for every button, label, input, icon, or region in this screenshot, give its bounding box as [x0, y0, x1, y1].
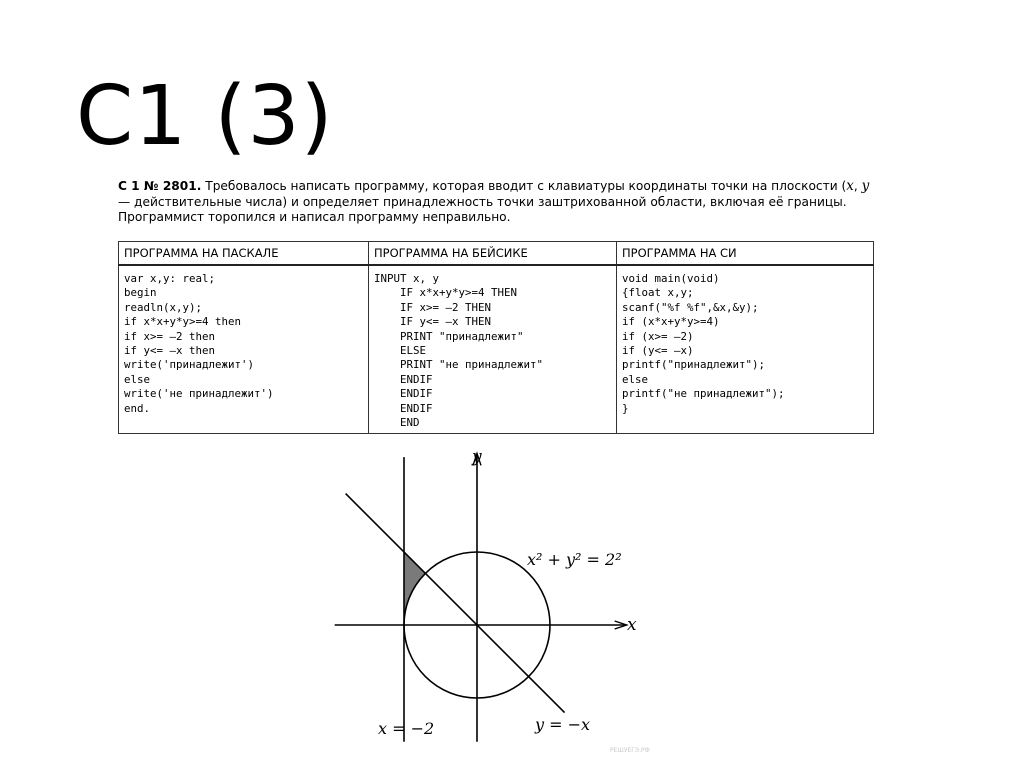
code-line: if x*x+y*y>=4 then [124, 315, 242, 329]
code-line: if y<= –x then [124, 343, 216, 357]
code-line: {float x,y; [622, 286, 694, 300]
code-line: } [622, 401, 629, 415]
code-line: readln(x,y); [124, 300, 203, 314]
code-line: var x,y: real; [124, 272, 216, 285]
code-line: PRINT "не принадлежит" [374, 358, 544, 372]
diagonal-line [346, 494, 565, 713]
vertical-line-label: x = −2 [378, 719, 435, 738]
graph-figure [320, 442, 650, 752]
code-line: ENDIF [374, 401, 433, 415]
code-line: IF x>= –2 THEN [374, 300, 492, 314]
basic-code [369, 265, 617, 434]
code-line: ELSE [374, 343, 427, 357]
problem-var-y: y [861, 178, 870, 194]
circle-equation-label: x² + y² = 2² [527, 550, 622, 569]
programs-code-row [119, 265, 874, 434]
problem-var-x: x [846, 178, 854, 194]
code-line: if (y<= –x) [622, 343, 694, 357]
watermark: РЕШУЕГЭ.РФ [610, 747, 650, 754]
c-header: ПРОГРАММА НА СИ [617, 242, 874, 266]
basic-header: ПРОГРАММА НА БЕЙСИКЕ [369, 242, 617, 266]
code-line: if (x>= –2) [622, 329, 694, 343]
diagonal-line-label: y = −x [535, 715, 591, 734]
pascal-header: ПРОГРАММА НА ПАСКАЛЕ [119, 242, 369, 266]
slide-title: C1 (3) [76, 69, 334, 164]
pascal-code [119, 265, 369, 434]
problem-text-after: — действительные числа) и определяет принадлежность точки заштрихованной области, включая её границы. Программист торопился и написал программу неправильно. [118, 194, 847, 224]
problem-label: С 1 № 2801. [118, 179, 202, 193]
code-line: else [622, 372, 649, 386]
code-line: printf("принадлежит"); [622, 358, 766, 372]
code-line: if x>= –2 then [124, 329, 216, 343]
code-line: END [374, 415, 420, 429]
programs-header-row [119, 242, 874, 266]
x-axis-label: x [627, 615, 637, 635]
code-line: ENDIF [374, 372, 433, 386]
y-axis-label: y [472, 447, 482, 467]
code-line: IF y<= –x THEN [374, 315, 492, 329]
problem-statement [118, 179, 874, 226]
code-line: end. [124, 401, 151, 415]
code-line: void main(void) [622, 272, 720, 285]
problem-comma: , [853, 179, 862, 193]
code-line: if (x*x+y*y>=4) [622, 315, 720, 329]
code-line: else [124, 372, 151, 386]
code-line: printf("не принадлежит"); [622, 387, 785, 401]
code-line: write('не принадлежит') [124, 387, 274, 401]
code-line: write('принадлежит') [124, 358, 255, 372]
c-code [617, 265, 874, 434]
code-line: ENDIF [374, 387, 433, 401]
code-line: scanf("%f %f",&x,&y); [622, 300, 759, 314]
code-line: PRINT "принадлежит" [374, 329, 524, 343]
code-line: INPUT x, y [374, 272, 440, 285]
problem-text-before: Требовалось написать программу, которая вводит с клавиатуры координаты точки на плоскости ( [201, 179, 847, 193]
code-line: begin [124, 286, 157, 300]
programs-table [118, 241, 874, 434]
code-line: IF x*x+y*y>=4 THEN [374, 286, 518, 300]
